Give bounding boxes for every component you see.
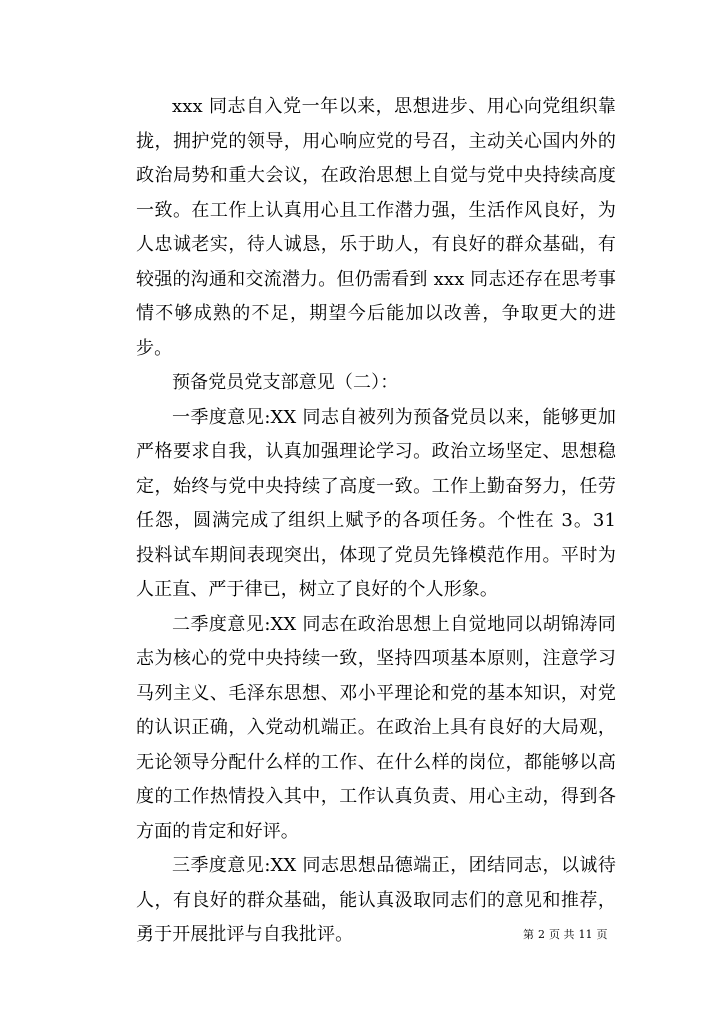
paragraph-q2: 二季度意见:XX 同志在政治思想上自觉地同以胡锦涛同志为核心的党中央持续一致，坚持四项基本原则，注意学习马列主义、毛泽东思想、邓小平理论和党的基本知识，对党的认识正确，入党动机端正。在政治上具有良好的大局观，无论领导分配什么样的工作、在什么样的岗位，都能够以高度的工作热情投入其中，工作认真负责、用心主动，得到各方面的肯定和好评。 (136, 613, 616, 842)
footer-page-number: 2 (538, 928, 545, 941)
footer-suffix: 页 (596, 928, 608, 941)
footer-prefix: 第 (523, 928, 534, 941)
footer-mid: 页 共 (549, 928, 575, 941)
section-heading: 预备党员党支部意见（二）： (172, 372, 399, 393)
paragraph-q1: 一季度意见:XX 同志自被列为预备党员以来，能够更加严格要求自我，认真加强理论学习。政治立场坚定、思想稳定，始终与党中央持续了高度一致。工作上勤奋努力，任劳任怨，圆满完成了组织上赋予的各项任务。个性在 3。31 投料试车期间表现突出，体现了党员先锋模范作用。平时为人正直、严于律已，树立了良好的个人形象。 (136, 406, 616, 600)
page-footer (521, 928, 610, 942)
document-body (136, 90, 616, 953)
footer-total-pages: 11 (578, 928, 593, 941)
paragraph-q3: 三季度意见:XX 同志思想品德端正，团结同志，以诚待人，有良好的群众基础，能认真汲取同志们的意见和推荐，勇于开展批评与自我批评。 (136, 855, 616, 945)
paragraph-intro: xxx 同志自入党一年以来，思想进步、用心向党组织靠拢，拥护党的领导，用心响应党的号召，主动关心国内外的政治局势和重大会议，在政治思想上自觉与党中央持续高度一致。在工作上认真用心且工作潜力强，生活作风良好，为人忠诚老实，待人诚恳，乐于助人，有良好的群众基础，有较强的沟通和交流潜力。但仍需看到 xxx 同志还存在思考事情不够成熟的不足，期望今后能加以改善，争取更大的进步。 (136, 96, 616, 359)
